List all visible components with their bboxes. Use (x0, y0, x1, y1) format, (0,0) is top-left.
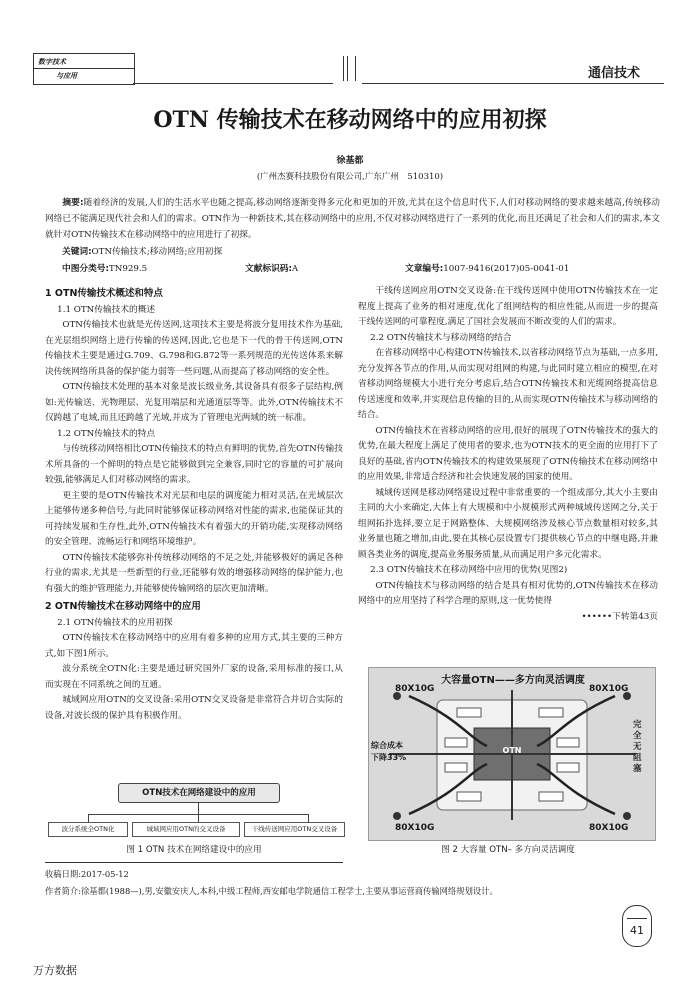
subheading-1-1: 1.1 OTN传输技术的概述 (57, 304, 156, 315)
received-date: 收稿日期:2017-05-12 (45, 869, 129, 879)
fig2-left-label-1: 综合成本 (371, 741, 403, 750)
abstract (45, 195, 660, 243)
paragraph: OTN传输技术在省移动网络的应用,很好的展现了OTN传输技术的强大的优势,在最大程度上满足了使用者的要求,也为OTN技术的更全面的应用打下了良好的基础,省内OTN传输技术的构建效果展现了OTN传输技术在移动网络中的应用效果,非常适合经济和社会快速发展的国家的使用。 (358, 425, 658, 482)
article-no-value: 1007-9416(2017)05-0041-01 (443, 264, 570, 274)
paragraph: OTN传输技术处理的基本对象是波长级业务,其设备具有很多子层结构,例如:光传输送、光物理层、光复用端层和光通道层等等。此外,OTN传输技术不仅跨越了电域,而且还跨越了光域,并成为了管理电光两域的统一标准。 (45, 382, 343, 423)
page-number: 41 (630, 924, 644, 937)
fig2-node-br: 80X10G (589, 823, 629, 833)
fig1-box-3: 干线传送网应用OTN交叉设备 (244, 822, 345, 837)
classification-line (62, 262, 662, 278)
fig2-node-tl: 80X10G (395, 684, 435, 694)
section-title: 通信技术 (588, 66, 641, 81)
subheading-2-3: 2.3 OTN传输技术在移动网络中应用的优势(见图2) (370, 565, 568, 575)
header-divider (343, 56, 348, 81)
clc-label: 中图分类号: (62, 264, 109, 274)
header-rule-right (362, 83, 664, 84)
paragraph: 干线传送网应用OTN交叉设备:在干线传送网中使用OTN传输技术在一定程度上提高了业务的相对速度,优化了组网结构的相应性能,从而进一步的提高干线传送网的可靠程度,满足了国社会发展而不断改变的人们的需求。 (358, 286, 658, 327)
header-rule-left (133, 83, 333, 84)
paragraph: 更主要的是OTN传输技术对光层和电层的调度能力相对灵活,在光域层次上能够传递多种信号,与此同时能够保证移动网络对性能的需求,也能保证其的可持续发展和生存性,此外,OTN传输技术有着强大的开销功能,实现移动网络的安全管理、流畅运行和网络环境维护。 (45, 490, 343, 547)
figure-1 (48, 783, 343, 838)
author: 徐基都 (336, 156, 364, 166)
paragraph: OTN传输技术在移动网络中的应用有着多种的应用方式,其主要的三种方式,如下图1所示。 (45, 633, 343, 659)
badge-line-2: 与应用 (56, 72, 77, 80)
right-column (358, 284, 658, 625)
doc-code-label: 文献标识码: (245, 264, 292, 274)
paragraph: 在省移动网络中心构建OTN传输技术,以省移动网络节点为基础,一点多用,充分发挥各节点的作用,从而实现对组网的构建,与此同时建立相应的模型,在对省移动网络规模大小进行充分考虑后,结合OTN传输技术和光缆网络提高信息传送速度和效率,并实现信息传输的目的,从而实现OTN传输技术与移动网络的结合。 (358, 348, 658, 420)
affiliation: (广州杰赛科技股份有限公司,广东广州 510310) (256, 172, 444, 182)
paragraph: 波分系统全OTN化:主要是通过研究国外厂家的设备,采用标准的接口,从而实现在不同系统之间的互通。 (45, 664, 343, 690)
fig1-caption: 图 1 OTN 技术在网络建设中的应用 (126, 845, 262, 855)
abstract-label: 摘要: (62, 198, 84, 208)
fig2-left-label-2: 下降33% (371, 753, 407, 762)
fig2-right-label: 完全无阻塞 (633, 720, 642, 774)
figure-2 (368, 667, 656, 841)
fig2-node-bl: 80X10G (395, 823, 435, 833)
continued-note: ••••••下转第43页 (581, 611, 658, 622)
doc-code-line (245, 262, 298, 278)
doc-code-value: A (291, 264, 299, 274)
subheading-2-1: 2.1 OTN传输技术的应用初探 (57, 617, 173, 628)
footnote-rule (45, 862, 343, 863)
paragraph: 城域传送网是移动网络建设过程中非常重要的一个组成部分,其大小主要由主同的大小来确定,大体上有大规模和中小规模形式两种城域传送网之分,关于组网拓扑选择,要立足于网路整体、大规模网络涉及核心节点数量相对较多,其业务量也随之增加,由此,要在其核心层设置专门提供核心节点的中继电路,并兼顾各类业务的调度,提高业务服务质量,从而满足用户多元化需求。 (358, 487, 658, 560)
keywords (62, 245, 662, 261)
author-bio: 作者简介:徐基都(1988—),男,安徽安庆人,本科,中级工程师,西安邮电学院通信工程学士,主要从事运营商传输网络规划设计。 (45, 886, 498, 896)
page-title: OTN 传输技术在移动网络中的应用初探 (153, 107, 547, 133)
paragraph: OTN传输技术也就是光传送网,这项技术主要是将波分复用技术作为基础,在光层组织网络上进行传输的传送网,因此,它也是下一代的骨干传送网,OTN传输技术主要是通过G.709、G.798和G.872等一系列规范的光传送体系来解决传统网络所具备的保护能力弱等一些问题,从而提高了移动网络的安全性。 (45, 320, 343, 377)
keywords-label: 关键词: (62, 247, 92, 257)
fig1-box-1: 波分系统全OTN化 (48, 822, 128, 837)
header-divider (355, 56, 356, 81)
keywords-text: OTN传输技术;移动网络;应用初探 (91, 247, 223, 257)
article-no-line (405, 262, 569, 278)
page-number-badge (622, 905, 652, 947)
clc-value: TN929.5 (108, 264, 148, 274)
paragraph: OTN传输技术能够弥补传统移动网络的不足之处,并能够极好的满足各种行业的需求,尤其是一些新型的行业,还能够有效的增强移动网络的保护能力,也有强大的维护管理能力,并能够使传输网络的层次更加清晰。 (45, 552, 343, 594)
paragraph: 与传统移动网络相比OTN传输技术的特点有鲜明的优势,首先OTN传输技术所具备的一个鲜明的特点是它能够做到完全兼容,同时它的容量的可扩展向较强,能够满足人们对移动网络的需求。 (45, 444, 343, 485)
heading-1: 1 OTN传输技术概述和特点 (45, 288, 163, 299)
subheading-1-2: 1.2 OTN传输技术的特点 (57, 428, 156, 439)
badge-line-1: 数字技术 (38, 58, 66, 66)
article-no-label: 文章编号: (405, 264, 444, 274)
left-column (45, 284, 343, 724)
fig1-title-box (118, 783, 280, 803)
fig1-box-2: 城域网应用OTN的交叉设备 (132, 822, 240, 837)
fig1-title: OTN技术在网络建设中的应用 (142, 788, 256, 798)
fig2-center-label: OTN (502, 746, 522, 755)
fig2-title: 大容量OTN——多方向灵活调度 (441, 675, 585, 686)
subheading-2-2: 2.2 OTN传输技术与移动网络的结合 (370, 332, 512, 343)
heading-2: 2 OTN传输技术在移动网络中的应用 (45, 601, 201, 612)
paragraph: OTN传输技术与移动网络的结合是具有相对优势的,OTN传输技术在移动网络中的应用坚持了科学合理的原则,这一优势使得 (358, 580, 658, 606)
journal-badge (33, 53, 135, 85)
fig2-caption: 图 2 大容量 OTN– 多方向灵活调度 (441, 845, 575, 855)
paragraph: 城域网应用OTN的交叉设备:采用OTN交叉设备是非常符合并切合实际的设备,对波长级的保护具有积极作用。 (45, 695, 343, 721)
publisher-mark: 万方数据 (33, 964, 77, 977)
abstract-text: 随着经济的发展,人们的生活水平也随之提高,移动网络逐渐变得多元化和更加的开放,尤其在这个信息时代下,人们对移动网络的要求越来越高,传统移动网络已不能满足现代社会和人们的需求。OTN作为一种新技术,其在移动网络中的应用,不仅对移动网络进行了一系列的优化,而且还满足了社会和人们的需求,本文就针对OTN传输技术在移动网络中的应用进行了初探。 (45, 198, 660, 240)
fig2-node-tr: 80X10G (589, 684, 629, 694)
